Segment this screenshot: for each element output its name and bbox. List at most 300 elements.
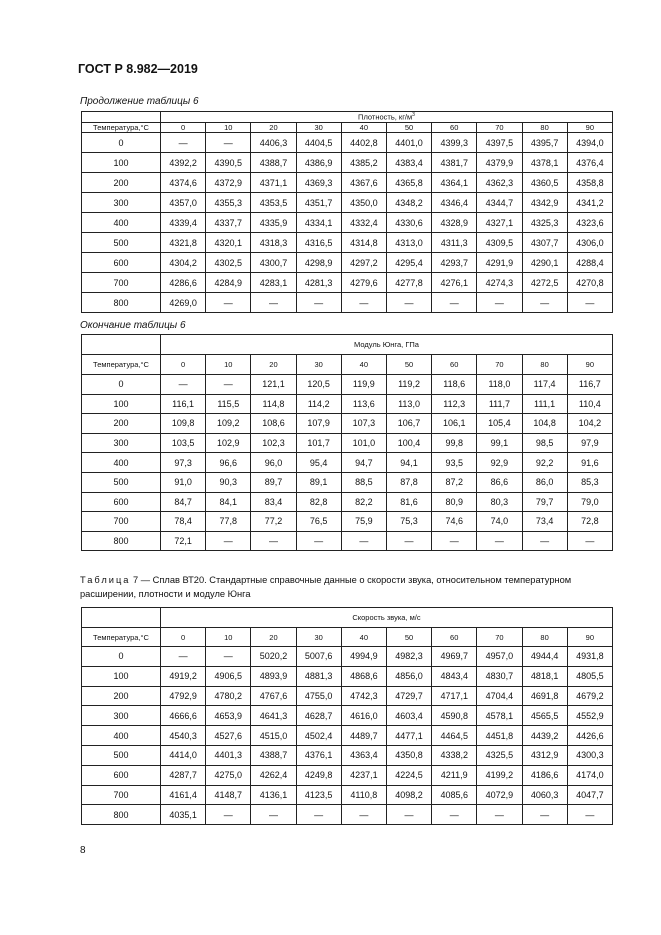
value-cell: 4332,4 — [341, 213, 386, 233]
value-cell: 84,1 — [206, 492, 251, 512]
table-row — [82, 394, 613, 414]
value-cell: 111,1 — [522, 394, 567, 414]
value-cell: 99,8 — [432, 433, 477, 453]
table-row — [82, 647, 613, 667]
value-cell: 4552,9 — [567, 706, 612, 726]
value-cell: 91,0 — [161, 472, 206, 492]
value-cell: 4742,3 — [341, 686, 386, 706]
value-cell: 4843,4 — [432, 666, 477, 686]
value-cell: — — [567, 531, 612, 551]
temperature-cell: 200 — [82, 173, 161, 193]
value-cell: 110,4 — [567, 394, 612, 414]
value-cell: 5020,2 — [251, 647, 296, 667]
value-cell: 4401,3 — [206, 745, 251, 765]
value-cell: 4325,3 — [522, 213, 567, 233]
value-cell: 4355,3 — [206, 193, 251, 213]
value-cell: 75,9 — [341, 512, 386, 532]
value-cell: 4346,4 — [432, 193, 477, 213]
value-cell: 108,6 — [251, 414, 296, 434]
value-cell: — — [522, 531, 567, 551]
temperature-cell: 500 — [82, 233, 161, 253]
value-cell: 4311,3 — [432, 233, 477, 253]
value-cell: 4302,5 — [206, 253, 251, 273]
value-cell: 120,5 — [296, 375, 341, 395]
value-cell: 118,6 — [432, 375, 477, 395]
value-cell: 4123,5 — [296, 785, 341, 805]
value-cell: 102,9 — [206, 433, 251, 453]
value-cell: 4704,4 — [477, 686, 522, 706]
value-cell: 82,2 — [341, 492, 386, 512]
value-cell: 4274,3 — [477, 273, 522, 293]
sound-speed-table — [81, 607, 613, 825]
value-cell: 89,1 — [296, 472, 341, 492]
value-cell: 105,4 — [477, 414, 522, 434]
empty-corner-cell — [82, 335, 161, 355]
value-cell: 4350,8 — [386, 745, 431, 765]
temperature-cell: 500 — [82, 472, 161, 492]
column-header: 20 — [251, 355, 296, 375]
value-cell: — — [206, 531, 251, 551]
value-cell: 4295,4 — [386, 253, 431, 273]
value-cell: 4616,0 — [341, 706, 386, 726]
table7-caption-text: 7 — Сплав ВТ20. Стандартные справочные данные о скорости звука, относительном температурном расширении, плотности и модуле Юнга — [80, 575, 572, 599]
value-cell: 4291,9 — [477, 253, 522, 273]
value-cell: 4451,8 — [477, 726, 522, 746]
value-cell: 4316,5 — [296, 233, 341, 253]
value-cell: 4320,1 — [206, 233, 251, 253]
column-header: 40 — [341, 123, 386, 133]
temperature-cell: 800 — [82, 805, 161, 825]
column-header: 30 — [296, 355, 341, 375]
value-cell: 4994,9 — [341, 647, 386, 667]
value-cell: 94,1 — [386, 453, 431, 473]
value-cell: 4199,2 — [477, 765, 522, 785]
value-cell: 4136,1 — [251, 785, 296, 805]
value-cell: 4348,2 — [386, 193, 431, 213]
value-cell: 4249,8 — [296, 765, 341, 785]
value-cell: 4717,1 — [432, 686, 477, 706]
value-cell: — — [296, 293, 341, 313]
value-cell: 4161,4 — [161, 785, 206, 805]
temperature-cell: 100 — [82, 394, 161, 414]
value-cell: 102,3 — [251, 433, 296, 453]
value-cell: 4477,1 — [386, 726, 431, 746]
value-cell: 4334,1 — [296, 213, 341, 233]
value-cell: 106,1 — [432, 414, 477, 434]
column-header: 20 — [251, 628, 296, 647]
value-cell: 4367,6 — [341, 173, 386, 193]
value-cell: 4414,0 — [161, 745, 206, 765]
document-code: ГОСТ Р 8.982—2019 — [78, 62, 198, 76]
table7-caption — [80, 573, 620, 601]
table-row — [82, 133, 613, 153]
value-cell: 4297,2 — [341, 253, 386, 273]
value-cell: 4364,1 — [432, 173, 477, 193]
value-cell: 4344,7 — [477, 193, 522, 213]
value-cell: 4350,0 — [341, 193, 386, 213]
value-cell: — — [477, 531, 522, 551]
page-number: 8 — [80, 845, 86, 856]
value-cell: 4856,0 — [386, 666, 431, 686]
column-header: 30 — [296, 628, 341, 647]
value-cell: 4287,7 — [161, 765, 206, 785]
value-cell: 4351,7 — [296, 193, 341, 213]
column-header: 10 — [206, 123, 251, 133]
value-cell: 4284,9 — [206, 273, 251, 293]
empty-corner-cell — [82, 112, 161, 123]
value-cell: 4288,4 — [567, 253, 612, 273]
value-cell: 4426,6 — [567, 726, 612, 746]
value-cell: 4590,8 — [432, 706, 477, 726]
value-cell: — — [477, 805, 522, 825]
value-cell: — — [161, 375, 206, 395]
value-cell: 74,6 — [432, 512, 477, 532]
value-cell: 4792,9 — [161, 686, 206, 706]
value-cell: 4279,6 — [341, 273, 386, 293]
column-header: 0 — [161, 628, 206, 647]
value-cell: 4224,5 — [386, 765, 431, 785]
sound-speed-quantity-header: Скорость звука, м/с — [161, 608, 613, 628]
value-cell: 4312,9 — [522, 745, 567, 765]
value-cell: 104,2 — [567, 414, 612, 434]
value-cell: 4262,4 — [251, 765, 296, 785]
value-cell: — — [432, 293, 477, 313]
value-cell: — — [567, 805, 612, 825]
temperature-cell: 600 — [82, 765, 161, 785]
value-cell: 107,9 — [296, 414, 341, 434]
column-header: 60 — [432, 628, 477, 647]
table-row — [82, 233, 613, 253]
column-header: 90 — [567, 355, 612, 375]
value-cell: 96,6 — [206, 453, 251, 473]
value-cell: 4298,9 — [296, 253, 341, 273]
value-cell: 4365,8 — [386, 173, 431, 193]
temperature-cell: 300 — [82, 193, 161, 213]
value-cell: 4397,5 — [477, 133, 522, 153]
value-cell: 4386,9 — [296, 153, 341, 173]
value-cell: 117,4 — [522, 375, 567, 395]
value-cell: 4691,8 — [522, 686, 567, 706]
value-cell: 86,0 — [522, 472, 567, 492]
temperature-cell: 300 — [82, 706, 161, 726]
value-cell: 4906,5 — [206, 666, 251, 686]
value-cell: 4281,3 — [296, 273, 341, 293]
value-cell: 4489,7 — [341, 726, 386, 746]
table-row — [82, 213, 613, 233]
value-cell: 99,1 — [477, 433, 522, 453]
value-cell: 4283,1 — [251, 273, 296, 293]
temperature-cell: 200 — [82, 414, 161, 434]
value-cell: 119,2 — [386, 375, 431, 395]
column-header: 90 — [567, 123, 612, 133]
value-cell: 118,0 — [477, 375, 522, 395]
value-cell: 100,4 — [386, 433, 431, 453]
value-cell: 93,5 — [432, 453, 477, 473]
table-row — [82, 375, 613, 395]
value-cell: 80,3 — [477, 492, 522, 512]
value-cell: 112,3 — [432, 394, 477, 414]
value-cell: — — [161, 647, 206, 667]
table-row — [82, 686, 613, 706]
value-cell: 4363,4 — [341, 745, 386, 765]
value-cell: 4357,0 — [161, 193, 206, 213]
value-cell: 4666,6 — [161, 706, 206, 726]
value-cell: 4372,9 — [206, 173, 251, 193]
value-cell: 103,5 — [161, 433, 206, 453]
density-unit-exponent: 3 — [412, 112, 415, 119]
value-cell: 98,5 — [522, 433, 567, 453]
value-cell: — — [206, 805, 251, 825]
density-quantity-header — [161, 112, 613, 123]
temperature-cell: 400 — [82, 726, 161, 746]
value-cell: 78,4 — [161, 512, 206, 532]
value-cell: 4110,8 — [341, 785, 386, 805]
modulus-quantity-header: Модуль Юнга, ГПа — [161, 335, 613, 355]
value-cell: 4321,8 — [161, 233, 206, 253]
value-cell: 4388,7 — [251, 153, 296, 173]
temperature-cell: 400 — [82, 213, 161, 233]
value-cell: — — [251, 531, 296, 551]
temperature-cell: 700 — [82, 785, 161, 805]
value-cell: 4276,1 — [432, 273, 477, 293]
value-cell: — — [206, 133, 251, 153]
value-cell: — — [206, 375, 251, 395]
temperature-cell: 300 — [82, 433, 161, 453]
value-cell: 4919,2 — [161, 666, 206, 686]
value-cell: 106,7 — [386, 414, 431, 434]
value-cell: 4805,5 — [567, 666, 612, 686]
value-cell: 109,8 — [161, 414, 206, 434]
table-row — [82, 453, 613, 473]
value-cell: 116,7 — [567, 375, 612, 395]
column-header: 80 — [522, 355, 567, 375]
temperature-cell: 600 — [82, 253, 161, 273]
value-cell: 4578,1 — [477, 706, 522, 726]
value-cell: 4300,7 — [251, 253, 296, 273]
value-cell: 96,0 — [251, 453, 296, 473]
column-header: 40 — [341, 628, 386, 647]
temperature-cell: 700 — [82, 512, 161, 532]
temperature-cell: 0 — [82, 133, 161, 153]
value-cell: 5007,6 — [296, 647, 341, 667]
value-cell: — — [206, 647, 251, 667]
column-header: 60 — [432, 355, 477, 375]
value-cell: 92,2 — [522, 453, 567, 473]
value-cell: 4381,7 — [432, 153, 477, 173]
value-cell: 4358,8 — [567, 173, 612, 193]
value-cell: 4318,3 — [251, 233, 296, 253]
value-cell: 4237,1 — [341, 765, 386, 785]
value-cell: 4035,1 — [161, 805, 206, 825]
value-cell: 4603,4 — [386, 706, 431, 726]
column-header: 40 — [341, 355, 386, 375]
table-row — [82, 531, 613, 551]
value-cell: 73,4 — [522, 512, 567, 532]
value-cell: 74,0 — [477, 512, 522, 532]
value-cell: 4325,5 — [477, 745, 522, 765]
value-cell: 4353,5 — [251, 193, 296, 213]
value-cell: 4881,3 — [296, 666, 341, 686]
density-column-headers — [82, 123, 613, 133]
column-header: 70 — [477, 355, 522, 375]
value-cell: 4439,2 — [522, 726, 567, 746]
column-header: 50 — [386, 355, 431, 375]
value-cell: 89,7 — [251, 472, 296, 492]
column-header: 0 — [161, 355, 206, 375]
value-cell: 114,8 — [251, 394, 296, 414]
value-cell: 4148,7 — [206, 785, 251, 805]
value-cell: 4085,6 — [432, 785, 477, 805]
value-cell: 4641,3 — [251, 706, 296, 726]
value-cell: 121,1 — [251, 375, 296, 395]
value-cell: 75,3 — [386, 512, 431, 532]
value-cell: 4306,0 — [567, 233, 612, 253]
value-cell: 4371,1 — [251, 173, 296, 193]
value-cell: 4388,7 — [251, 745, 296, 765]
value-cell: 104,8 — [522, 414, 567, 434]
modulus-column-headers — [82, 355, 613, 375]
temperature-cell: 700 — [82, 273, 161, 293]
value-cell: 4378,1 — [522, 153, 567, 173]
value-cell: 4186,6 — [522, 765, 567, 785]
value-cell: 87,2 — [432, 472, 477, 492]
column-header: 70 — [477, 628, 522, 647]
column-header: 80 — [522, 628, 567, 647]
value-cell: 4072,9 — [477, 785, 522, 805]
density-quantity-label: Плотность, кг/м — [358, 112, 413, 122]
value-cell: 4327,1 — [477, 213, 522, 233]
value-cell: — — [296, 531, 341, 551]
value-cell: 4337,7 — [206, 213, 251, 233]
value-cell: 4402,8 — [341, 133, 386, 153]
column-header: 10 — [206, 628, 251, 647]
value-cell: 4328,9 — [432, 213, 477, 233]
value-cell: 4969,7 — [432, 647, 477, 667]
value-cell: 4277,8 — [386, 273, 431, 293]
value-cell: 88,5 — [341, 472, 386, 492]
value-cell: 4341,2 — [567, 193, 612, 213]
value-cell: 4323,6 — [567, 213, 612, 233]
column-header: 10 — [206, 355, 251, 375]
value-cell: 97,9 — [567, 433, 612, 453]
value-cell: 4313,0 — [386, 233, 431, 253]
temperature-cell: 0 — [82, 647, 161, 667]
value-cell: 4060,3 — [522, 785, 567, 805]
value-cell: 4818,1 — [522, 666, 567, 686]
value-cell: — — [251, 805, 296, 825]
value-cell: 4379,9 — [477, 153, 522, 173]
table-row — [82, 706, 613, 726]
value-cell: — — [432, 805, 477, 825]
table-row — [82, 414, 613, 434]
value-cell: 4342,9 — [522, 193, 567, 213]
table-row — [82, 293, 613, 313]
value-cell: 4383,4 — [386, 153, 431, 173]
value-cell: 79,7 — [522, 492, 567, 512]
value-cell: — — [477, 293, 522, 313]
value-cell: 4394,0 — [567, 133, 612, 153]
table-row — [82, 433, 613, 453]
table-row — [82, 726, 613, 746]
value-cell: 4290,1 — [522, 253, 567, 273]
value-cell: 4982,3 — [386, 647, 431, 667]
value-cell: 4270,8 — [567, 273, 612, 293]
value-cell: 80,9 — [432, 492, 477, 512]
value-cell: — — [296, 805, 341, 825]
table6-continuation-caption: Продолжение таблицы 6 — [80, 96, 199, 107]
value-cell: 4339,4 — [161, 213, 206, 233]
value-cell: 4565,5 — [522, 706, 567, 726]
value-cell: 4293,7 — [432, 253, 477, 273]
value-cell: 4515,0 — [251, 726, 296, 746]
value-cell: — — [206, 293, 251, 313]
value-cell: 4307,7 — [522, 233, 567, 253]
value-cell: — — [522, 805, 567, 825]
value-cell: 4374,6 — [161, 173, 206, 193]
table-row — [82, 666, 613, 686]
table-row — [82, 492, 613, 512]
column-header: 70 — [477, 123, 522, 133]
value-cell: 4174,0 — [567, 765, 612, 785]
value-cell: 4404,5 — [296, 133, 341, 153]
value-cell: 4376,1 — [296, 745, 341, 765]
table6-end-caption: Окончание таблицы 6 — [80, 320, 186, 331]
value-cell: 4527,6 — [206, 726, 251, 746]
value-cell: 4399,3 — [432, 133, 477, 153]
value-cell: 4755,0 — [296, 686, 341, 706]
value-cell: 4931,8 — [567, 647, 612, 667]
column-header: 30 — [296, 123, 341, 133]
density-table — [81, 111, 613, 313]
value-cell: 4360,5 — [522, 173, 567, 193]
column-header: 60 — [432, 123, 477, 133]
table-row — [82, 472, 613, 492]
value-cell: 4300,3 — [567, 745, 612, 765]
value-cell: 4944,4 — [522, 647, 567, 667]
value-cell: 4679,2 — [567, 686, 612, 706]
sound-column-headers — [82, 628, 613, 647]
value-cell: 101,0 — [341, 433, 386, 453]
value-cell: 4314,8 — [341, 233, 386, 253]
value-cell: 4286,6 — [161, 273, 206, 293]
column-header: 0 — [161, 123, 206, 133]
value-cell: 4390,5 — [206, 153, 251, 173]
value-cell: — — [386, 531, 431, 551]
value-cell: 4272,5 — [522, 273, 567, 293]
value-cell: 85,3 — [567, 472, 612, 492]
table-row — [82, 153, 613, 173]
table-row — [82, 745, 613, 765]
column-header: 90 — [567, 628, 612, 647]
value-cell: — — [251, 293, 296, 313]
value-cell: — — [341, 293, 386, 313]
value-cell: 4362,3 — [477, 173, 522, 193]
table-row — [82, 512, 613, 532]
value-cell: 91,6 — [567, 453, 612, 473]
empty-corner-cell — [82, 608, 161, 628]
value-cell: — — [386, 293, 431, 313]
value-cell: 4338,2 — [432, 745, 477, 765]
value-cell: 4392,2 — [161, 153, 206, 173]
column-header: 80 — [522, 123, 567, 133]
value-cell: 4957,0 — [477, 647, 522, 667]
table-row — [82, 253, 613, 273]
value-cell: 107,3 — [341, 414, 386, 434]
value-cell: 4502,4 — [296, 726, 341, 746]
table-row — [82, 805, 613, 825]
value-cell: 79,0 — [567, 492, 612, 512]
value-cell: 101,7 — [296, 433, 341, 453]
